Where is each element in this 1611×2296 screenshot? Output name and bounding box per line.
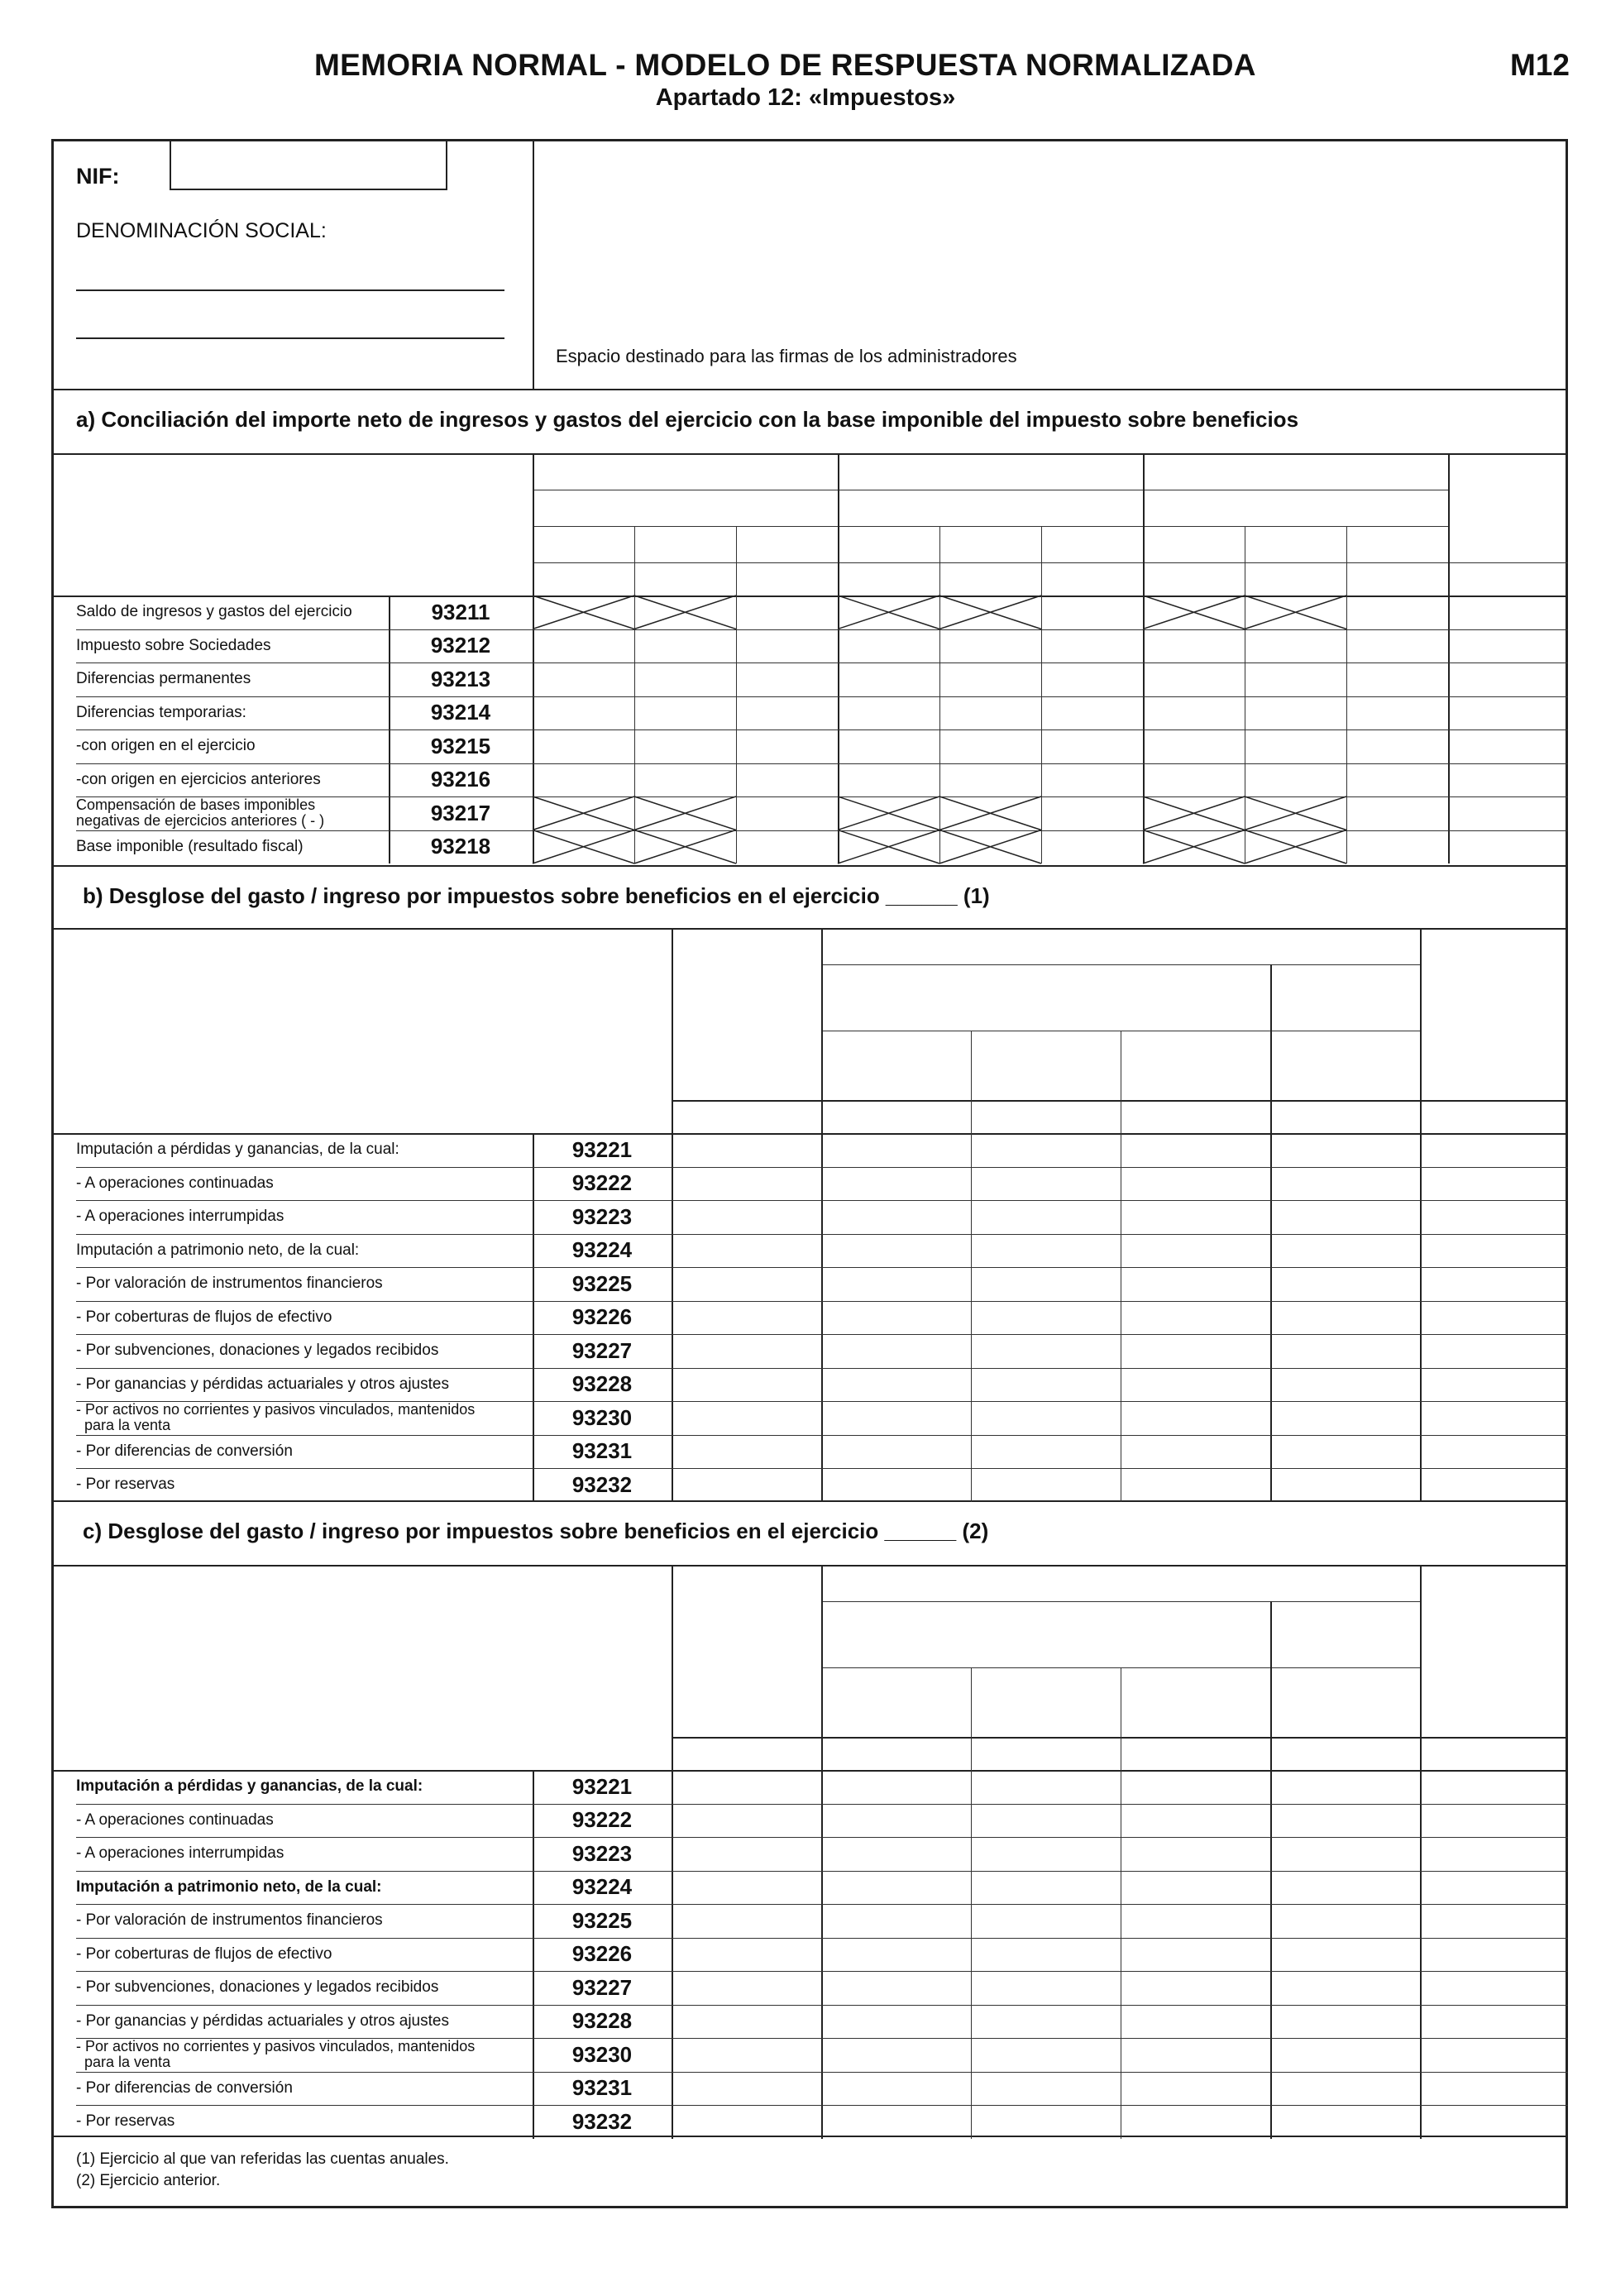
input-cell[interactable] <box>672 1805 820 1837</box>
row-label: - Por subvenciones, donaciones y legados recibidos <box>76 1978 439 1996</box>
input-cell[interactable] <box>1421 1805 1567 1837</box>
row-code: 93211 <box>431 599 490 624</box>
row-label: -con origen en ejercicios anteriores <box>76 770 321 788</box>
row-label: - Por diferencias de conversión <box>76 1442 293 1460</box>
row-code: 93214 <box>430 700 491 725</box>
row-code: 93216 <box>430 767 491 792</box>
input-cell[interactable] <box>672 1302 820 1334</box>
row-label: Diferencias temporarias: <box>76 703 246 721</box>
input-cell[interactable] <box>1421 1235 1567 1267</box>
input-cell[interactable] <box>1121 2039 1269 2071</box>
footnote-1: (1) Ejercicio al que van referidas las cuentas anuales. <box>76 2150 449 2168</box>
corriente-header <box>672 1565 821 1737</box>
input-cell[interactable] <box>1271 1402 1419 1434</box>
input-cell[interactable] <box>672 2106 820 2138</box>
input-cell[interactable] <box>672 2039 820 2071</box>
row-code: 93215 <box>430 733 491 758</box>
input-cell[interactable] <box>672 1939 820 1971</box>
input-cell[interactable] <box>1421 1134 1567 1166</box>
firmas-label: Espacio destinado para las firmas de los administradores <box>556 346 1017 366</box>
input-cell[interactable] <box>822 1436 970 1468</box>
input-cell[interactable] <box>1121 1905 1269 1937</box>
input-cell[interactable] <box>972 1939 1120 1971</box>
row-label: Imputación a patrimonio neto, de la cual: <box>76 1241 360 1259</box>
input-cell[interactable] <box>1271 1436 1419 1468</box>
total-header <box>1420 1565 1568 1737</box>
input-cell[interactable] <box>822 1235 970 1267</box>
column-code <box>971 1737 1121 1770</box>
input-cell[interactable] <box>822 1402 970 1434</box>
row-code: 93224 <box>571 1874 633 1900</box>
input-cell[interactable] <box>1271 1905 1419 1937</box>
input-cell[interactable] <box>822 1905 970 1937</box>
input-cell[interactable] <box>1271 1235 1419 1267</box>
input-cell[interactable] <box>1421 1168 1567 1200</box>
input-cell[interactable] <box>1121 1838 1269 1870</box>
row-label: Imputación a pérdidas y ganancias, de la cual: <box>76 1141 399 1158</box>
row-label: - Por coberturas de flujos de efectivo <box>76 1308 332 1326</box>
input-cell[interactable] <box>972 1268 1120 1300</box>
input-cell[interactable] <box>1271 1369 1419 1401</box>
input-cell[interactable] <box>822 1805 970 1837</box>
row-code: 93232 <box>571 2108 633 2134</box>
diferencias-header <box>821 1031 971 1100</box>
row-code: 93230 <box>571 2041 633 2067</box>
grid-line <box>672 1737 1568 1739</box>
input-cell[interactable] <box>1421 2073 1567 2105</box>
input-cell[interactable] <box>972 1134 1120 1166</box>
input-cell[interactable] <box>1121 1402 1269 1434</box>
row-code: 93222 <box>571 1807 633 1833</box>
input-cell[interactable] <box>1271 1268 1419 1300</box>
input-cell[interactable] <box>672 2073 820 2105</box>
input-cell[interactable] <box>1121 1469 1269 1501</box>
section-a-title: a) Conciliación del importe neto de ingresos y gastos del ejercicio con la base imponible del impuesto sobre beneficios <box>76 407 1299 432</box>
input-cell[interactable] <box>822 1369 970 1401</box>
input-cell[interactable] <box>972 1335 1120 1367</box>
input-cell[interactable] <box>972 1402 1120 1434</box>
row-label: - Por valoración de instrumentos financieros <box>76 1275 383 1292</box>
input-cell[interactable] <box>822 2006 970 2038</box>
input-cell[interactable] <box>672 1134 820 1166</box>
column-code <box>1270 1737 1420 1770</box>
input-cell[interactable] <box>1271 2006 1419 2038</box>
row-label: - Por subvenciones, donaciones y legados recibidos <box>76 1342 439 1359</box>
column-code <box>1121 1100 1270 1133</box>
input-cell[interactable] <box>972 1168 1120 1200</box>
input-cell[interactable] <box>1271 2039 1419 2071</box>
row-label: - Por activos no corrientes y pasivos vinculados, mantenidos para la venta <box>76 2038 476 2070</box>
input-cell[interactable] <box>1421 1939 1567 1971</box>
credito-header <box>971 1667 1121 1737</box>
input-cell[interactable] <box>1421 1872 1567 1904</box>
row-code: 93226 <box>571 1304 633 1330</box>
input-cell[interactable] <box>1421 1771 1567 1803</box>
row-label: Imputación a patrimonio neto, de la cual: <box>76 1877 382 1896</box>
variacion-header <box>821 1565 1420 1601</box>
grid-line <box>672 1100 1568 1102</box>
row-label: -con origen en el ejercicio <box>76 737 256 754</box>
section-c-title: c) Desglose del gasto / ingreso por impuestos sobre beneficios en el ejercicio ______ (2) <box>83 1519 989 1543</box>
form-code: M12 <box>1510 48 1570 82</box>
input-cell[interactable] <box>1271 1771 1419 1803</box>
input-cell[interactable] <box>1271 1469 1419 1501</box>
input-cell[interactable] <box>1121 2106 1269 2138</box>
row-code: 93224 <box>571 1237 633 1263</box>
input-cell[interactable] <box>1271 1972 1419 2004</box>
row-code: 93221 <box>571 1136 633 1162</box>
input-cell[interactable] <box>1421 1268 1567 1300</box>
input-cell[interactable] <box>972 1369 1120 1401</box>
input-cell[interactable] <box>672 2006 820 2038</box>
input-cell[interactable] <box>972 2006 1120 2038</box>
input-cell[interactable] <box>822 1134 970 1166</box>
row-label: - A operaciones interrumpidas <box>76 1844 284 1862</box>
page-subtitle: Apartado 12: «Impuestos» <box>655 84 956 111</box>
input-cell[interactable] <box>972 1972 1120 2004</box>
row-label: - A operaciones interrumpidas <box>76 1208 284 1225</box>
input-cell[interactable] <box>672 1436 820 1468</box>
nif-label: NIF: <box>76 164 120 189</box>
row-label: - Por reservas <box>76 1476 175 1493</box>
input-cell[interactable] <box>822 1872 970 1904</box>
credito-header <box>971 1031 1121 1100</box>
activo-header <box>821 1601 1270 1667</box>
input-cell[interactable] <box>1421 1335 1567 1367</box>
section-b-title: b) Desglose del gasto / ingreso por impuestos sobre beneficios en el ejercicio ______ (1) <box>83 883 990 908</box>
input-cell[interactable] <box>1421 1402 1567 1434</box>
input-cell[interactable] <box>1121 1436 1269 1468</box>
input-cell[interactable] <box>972 1905 1120 1937</box>
input-cell[interactable] <box>672 1838 820 1870</box>
input-cell[interactable] <box>1121 1335 1269 1367</box>
row-label: - A operaciones continuadas <box>76 1174 274 1192</box>
input-cell[interactable] <box>972 2073 1120 2105</box>
row-code: 93228 <box>571 1371 633 1397</box>
input-cell[interactable] <box>1271 2106 1419 2138</box>
row-code: 93222 <box>571 1170 633 1196</box>
input-cell[interactable] <box>1121 1235 1269 1267</box>
input-cell[interactable] <box>822 1771 970 1803</box>
input-cell[interactable] <box>822 2106 970 2138</box>
page-title: MEMORIA NORMAL - MODELO DE RESPUESTA NORMALIZADA <box>314 48 1256 82</box>
input-cell[interactable] <box>972 1771 1120 1803</box>
input-cell[interactable] <box>972 1201 1120 1233</box>
row-label: Diferencias permanentes <box>76 670 251 687</box>
input-cell[interactable] <box>1271 1939 1419 1971</box>
input-cell[interactable] <box>972 2039 1120 2071</box>
input-cell[interactable] <box>1121 2006 1269 2038</box>
input-cell[interactable] <box>822 2073 970 2105</box>
row-label: - Por ganancias y pérdidas actuariales y otros ajustes <box>76 2011 449 2030</box>
input-cell[interactable] <box>672 1335 820 1367</box>
input-cell[interactable] <box>1271 1872 1419 1904</box>
row-label: Impuesto sobre Sociedades <box>76 636 271 654</box>
input-cell[interactable] <box>822 1168 970 1200</box>
pasivo-header <box>1270 964 1420 1031</box>
row-label: - Por valoración de instrumentos financieros <box>76 1911 383 1929</box>
total-header <box>1420 928 1568 1100</box>
column-code <box>821 1737 971 1770</box>
row-label: - Por reservas <box>76 2112 175 2130</box>
otros-header <box>1121 1031 1270 1100</box>
otros-header <box>1121 1667 1270 1737</box>
variacion-header <box>821 928 1420 964</box>
input-cell[interactable] <box>972 2106 1120 2138</box>
row-code: 93227 <box>571 1337 633 1363</box>
input-cell[interactable] <box>972 1235 1120 1267</box>
input-cell[interactable] <box>1421 2039 1567 2071</box>
row-code: 93217 <box>430 800 491 825</box>
input-cell[interactable] <box>1271 1335 1419 1367</box>
input-cell[interactable] <box>822 1201 970 1233</box>
row-label: - Por coberturas de flujos de efectivo <box>76 1944 332 1963</box>
grid-line <box>821 1601 1420 1602</box>
input-cell[interactable] <box>1421 1302 1567 1334</box>
column-code <box>1420 1100 1568 1133</box>
input-cell[interactable] <box>1271 1201 1419 1233</box>
input-cell[interactable] <box>1421 1469 1567 1501</box>
input-cell[interactable] <box>672 1469 820 1501</box>
input-cell[interactable] <box>1421 1369 1567 1401</box>
input-cell[interactable] <box>1421 1905 1567 1937</box>
input-cell[interactable] <box>1121 1168 1269 1200</box>
input-cell[interactable] <box>822 1302 970 1334</box>
input-cell[interactable] <box>672 1369 820 1401</box>
input-cell[interactable] <box>822 1268 970 1300</box>
input-cell[interactable] <box>1271 1805 1419 1837</box>
diferencias-pasivo-header <box>1270 1667 1420 1737</box>
row-label: - Por ganancias y pérdidas actuariales y otros ajustes <box>76 1375 449 1393</box>
denominacion-label: DENOMINACIÓN SOCIAL: <box>76 219 327 242</box>
input-cell[interactable] <box>1421 2006 1567 2038</box>
row-code: 93225 <box>571 1270 633 1296</box>
diferencias-pasivo-header <box>1270 1031 1420 1100</box>
input-cell[interactable] <box>672 1771 820 1803</box>
input-cell[interactable] <box>972 1805 1120 1837</box>
input-cell[interactable] <box>1121 1369 1269 1401</box>
input-cell[interactable] <box>1271 1302 1419 1334</box>
column-code <box>672 1737 821 1770</box>
row-code: 93226 <box>571 1941 633 1967</box>
input-cell[interactable] <box>672 1402 820 1434</box>
input-cell[interactable] <box>1421 1436 1567 1468</box>
input-cell[interactable] <box>1271 1838 1419 1870</box>
input-cell[interactable] <box>1271 1168 1419 1200</box>
row-label: Compensación de bases imponibles negativas de ejercicios anteriores ( - ) <box>76 796 325 829</box>
input-cell[interactable] <box>822 1335 970 1367</box>
activo-header <box>821 964 1270 1031</box>
corriente-header <box>672 928 821 1100</box>
input-cell[interactable] <box>1121 1939 1269 1971</box>
input-cell[interactable] <box>672 1872 820 1904</box>
input-cell[interactable] <box>822 2039 970 2071</box>
column-code <box>1270 1100 1420 1133</box>
diferencias-header <box>821 1667 971 1737</box>
input-cell[interactable] <box>972 1469 1120 1501</box>
grid-line <box>821 964 1420 965</box>
input-cell[interactable] <box>1421 1201 1567 1233</box>
row-label: Saldo de ingresos y gastos del ejercicio <box>76 603 352 620</box>
row-code: 93231 <box>571 1438 633 1464</box>
input-cell[interactable] <box>672 1168 820 1200</box>
input-cell[interactable] <box>822 1838 970 1870</box>
column-code <box>821 1100 971 1133</box>
input-cell[interactable] <box>972 1838 1120 1870</box>
input-cell[interactable] <box>1121 2073 1269 2105</box>
input-cell[interactable] <box>972 1302 1120 1334</box>
row-code: 93221 <box>571 1773 633 1799</box>
input-cell[interactable] <box>822 1972 970 2004</box>
column-code <box>1420 1737 1568 1770</box>
row-label: - A operaciones continuadas <box>76 1810 274 1829</box>
input-cell[interactable] <box>1271 1134 1419 1166</box>
input-cell[interactable] <box>1421 1838 1567 1870</box>
row-label: Base imponible (resultado fiscal) <box>76 837 304 855</box>
input-cell[interactable] <box>1121 1134 1269 1166</box>
input-cell[interactable] <box>1421 2106 1567 2138</box>
input-cell[interactable] <box>1271 2073 1419 2105</box>
input-cell[interactable] <box>822 1939 970 1971</box>
input-cell[interactable] <box>1121 1805 1269 1837</box>
input-cell[interactable] <box>822 1469 970 1501</box>
input-cell[interactable] <box>1121 1268 1269 1300</box>
row-code: 93213 <box>430 666 491 691</box>
input-cell[interactable] <box>1121 1872 1269 1904</box>
input-cell[interactable] <box>972 1436 1120 1468</box>
row-code: 93223 <box>571 1203 633 1229</box>
input-cell[interactable] <box>1121 1201 1269 1233</box>
input-cell[interactable] <box>1121 1972 1269 2004</box>
row-label: Imputación a pérdidas y ganancias, de la cual: <box>76 1777 423 1795</box>
footnote-2: (2) Ejercicio anterior. <box>76 2172 221 2189</box>
row-label: - Por activos no corrientes y pasivos vinculados, mantenidos para la venta <box>76 1401 476 1433</box>
row-code: 93225 <box>571 1907 633 1933</box>
row-code: 93218 <box>430 834 491 859</box>
input-cell[interactable] <box>1121 1302 1269 1334</box>
pasivo-header <box>1270 1601 1420 1667</box>
column-code <box>971 1100 1121 1133</box>
row-label: - Por diferencias de conversión <box>76 2078 293 2097</box>
input-cell[interactable] <box>672 1268 820 1300</box>
row-code: 93212 <box>430 633 491 658</box>
row-code: 93223 <box>571 1840 633 1866</box>
row-code: 93231 <box>571 2075 633 2101</box>
input-cell[interactable] <box>672 1972 820 2004</box>
row-code: 93228 <box>571 2008 633 2034</box>
row-code: 93230 <box>571 1404 633 1430</box>
input-cell[interactable] <box>672 1235 820 1267</box>
input-cell[interactable] <box>672 1201 820 1233</box>
input-cell[interactable] <box>672 1905 820 1937</box>
row-code: 93227 <box>571 1974 633 2000</box>
column-code <box>672 1100 821 1133</box>
column-code <box>1121 1737 1270 1770</box>
row-code: 93232 <box>571 1471 633 1497</box>
input-cell[interactable] <box>1421 1972 1567 2004</box>
input-cell[interactable] <box>972 1872 1120 1904</box>
input-cell[interactable] <box>1121 1771 1269 1803</box>
